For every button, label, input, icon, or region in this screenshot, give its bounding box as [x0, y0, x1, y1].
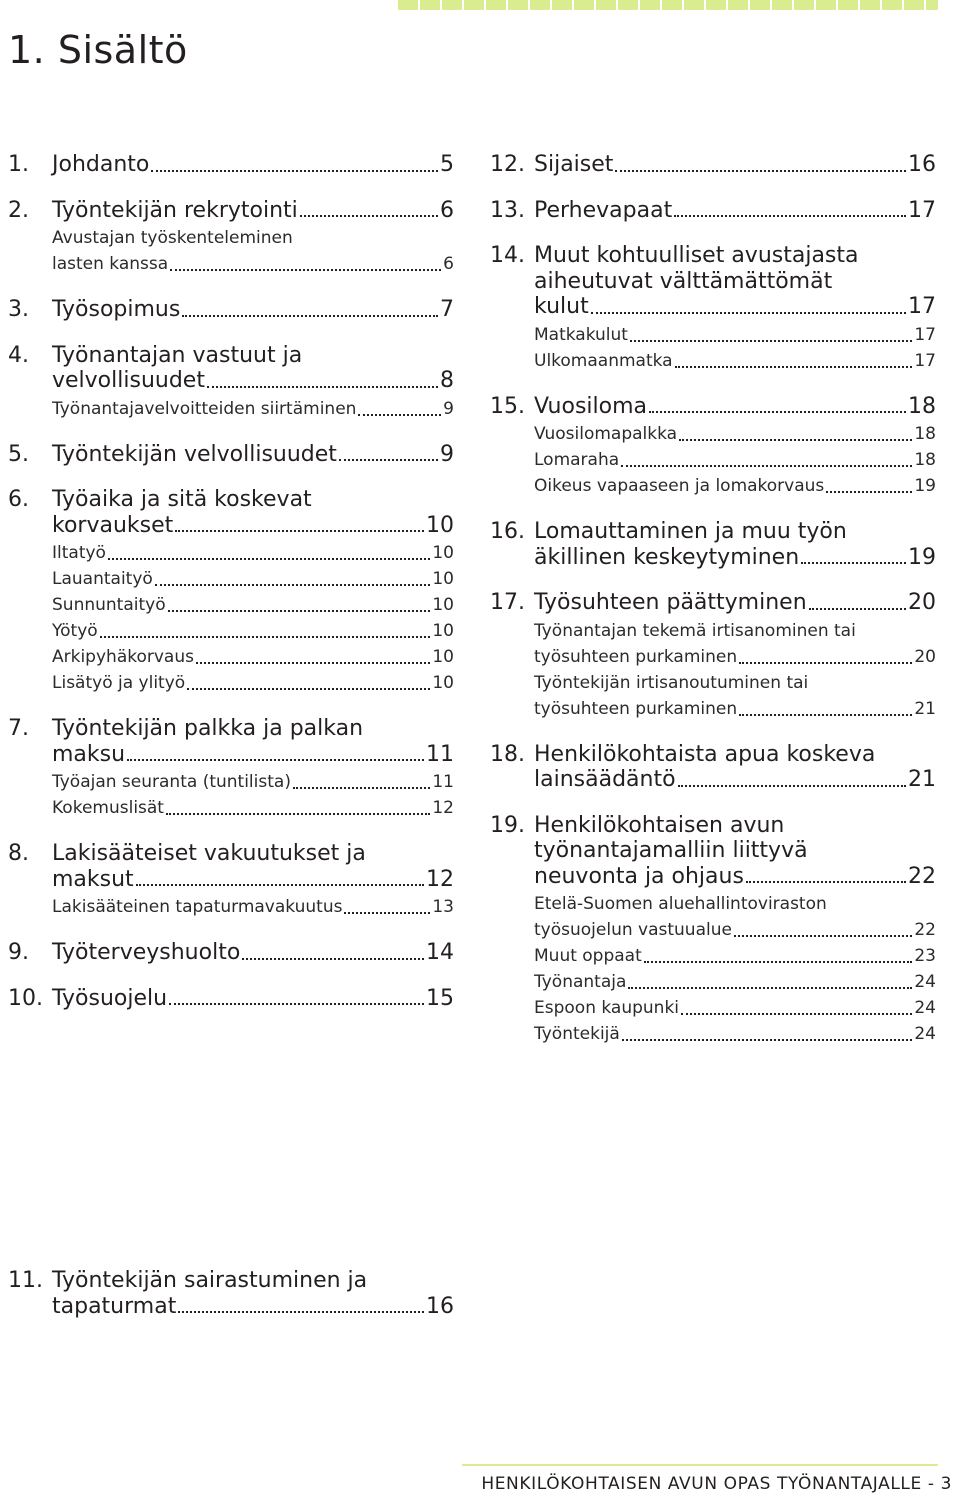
toc-entry-number: 16. — [490, 519, 525, 544]
toc-entry-line[interactable] — [8, 1268, 454, 1294]
toc-entry-line[interactable] — [490, 742, 936, 768]
toc-subentry-title: Työnantajan tekemä irtisanominen tai — [534, 620, 856, 641]
toc-subentry-page: 10 — [432, 647, 454, 667]
dot-leader — [187, 687, 430, 690]
dot-leader — [739, 713, 912, 716]
toc-subentry-title: työsuhteen purkaminen — [534, 646, 738, 667]
toc-subentry-page: 23 — [914, 946, 936, 966]
toc-right-column — [490, 152, 936, 1067]
toc-entry-title: Työterveyshuolto — [52, 940, 241, 965]
toc-entry-title: Työsopimus — [52, 297, 181, 322]
dot-leader — [127, 758, 424, 761]
toc-entry-page: 22 — [908, 863, 936, 889]
toc-subentry-title: Ulkomaanmatka — [534, 350, 673, 371]
dot-leader — [739, 661, 912, 664]
toc-subentry-line[interactable] — [8, 670, 454, 696]
toc-entry-line[interactable] — [8, 368, 454, 394]
toc-subentry-title: Espoon kaupunki — [534, 998, 680, 1018]
dot-leader — [681, 1012, 912, 1015]
toc-entry-line[interactable] — [8, 513, 454, 539]
toc-entry-title: Työaika ja sitä koskevat — [52, 487, 312, 512]
dot-leader — [674, 214, 906, 217]
toc-entry-title: Johdanto — [52, 152, 150, 177]
toc-subentry-line[interactable] — [490, 322, 936, 348]
toc-subentry-line[interactable] — [490, 995, 936, 1021]
toc-entry — [490, 198, 936, 224]
dot-leader — [678, 784, 906, 787]
toc-entry-page: 21 — [908, 767, 936, 792]
toc-subentry-title: Lisätyö ja ylityö — [52, 673, 186, 693]
toc-entry-title: äkillinen keskeytyminen — [534, 544, 800, 570]
toc-entry-number: 10. — [8, 985, 43, 1011]
toc-subentry-title: Sunnuntaityö — [52, 595, 166, 615]
toc-entry-number: 2. — [8, 197, 29, 223]
toc-subentry-page: 6 — [443, 254, 454, 274]
toc-left-column — [8, 152, 454, 1031]
toc-entry-title: velvollisuudet — [52, 368, 205, 393]
toc-entry-title: Työntekijän sairastuminen ja — [52, 1268, 368, 1293]
dot-leader — [344, 911, 430, 914]
toc-subentry-title: Työajan seuranta (tuntilista) — [52, 772, 291, 792]
toc-entry — [490, 519, 936, 570]
toc-subentry-page: 12 — [432, 798, 454, 818]
toc-subentry-title: lasten kanssa — [52, 254, 169, 274]
dot-leader — [151, 169, 438, 172]
toc-entry — [8, 1268, 454, 1319]
toc-entry-number: 7. — [8, 716, 29, 741]
dot-leader — [679, 438, 912, 441]
toc-entry-page: 12 — [426, 866, 454, 892]
toc-subentry-line[interactable] — [490, 421, 936, 447]
toc-entry-page: 11 — [426, 741, 454, 767]
dot-leader — [630, 339, 912, 342]
toc-entry-line[interactable] — [490, 243, 936, 269]
toc-entry-number: 15. — [490, 393, 525, 419]
toc-entry — [8, 442, 454, 468]
toc-entry — [8, 198, 454, 278]
toc-entry-title: Työsuhteen päättyminen — [534, 590, 807, 615]
toc-subentry-line[interactable] — [8, 894, 454, 920]
page-footer: HENKILÖKOHTAISEN AVUN OPAS TYÖNANTAJALLE - 3 — [481, 1474, 952, 1494]
dot-leader — [170, 268, 441, 271]
toc-subentry-title: Arkipyhäkorvaus — [52, 647, 194, 667]
dot-leader — [169, 1002, 424, 1005]
dot-leader — [615, 169, 906, 172]
toc-subentry-line[interactable] — [490, 943, 936, 969]
dot-leader — [155, 583, 431, 586]
toc-entry-page: 5 — [440, 152, 454, 177]
toc-entry-line[interactable] — [490, 813, 936, 839]
toc-entry-title: Työnantajan vastuut ja — [52, 342, 303, 368]
toc-subentry-line[interactable] — [490, 644, 936, 670]
toc-subentry-title: Työntekijän irtisanoutuminen tai — [534, 672, 809, 693]
toc-subentry-line[interactable] — [490, 670, 936, 696]
toc-subentry-title: Etelä-Suomen aluehallintoviraston — [534, 894, 827, 914]
toc-entry — [490, 742, 936, 793]
toc-subentry-page: 10 — [432, 595, 454, 615]
toc-entry-title: Vuosiloma — [534, 393, 648, 419]
toc-entry-page: 15 — [426, 985, 454, 1011]
toc-entry-line[interactable] — [8, 986, 454, 1012]
toc-subentry-title: työsuhteen purkaminen — [534, 698, 738, 719]
dot-leader — [293, 786, 430, 789]
toc-subentry-page: 10 — [432, 621, 454, 641]
toc-subentry-line[interactable] — [8, 396, 454, 422]
toc-entry-title: Henkilökohtaista apua koskeva — [534, 741, 876, 767]
toc-subentry-line[interactable] — [490, 1021, 936, 1047]
toc-subentry-title: Lomaraha — [534, 450, 620, 470]
dot-leader — [591, 311, 906, 314]
dot-leader — [826, 490, 912, 493]
toc-subentry-page: 21 — [914, 698, 936, 719]
toc-entry-page: 18 — [908, 393, 936, 419]
footer-rule — [462, 1464, 938, 1466]
toc-entry-line[interactable] — [490, 590, 936, 616]
toc-subentry-title: Oikeus vapaaseen ja lomakorvaus — [534, 476, 825, 496]
toc-entry-line[interactable] — [8, 152, 454, 178]
toc-subentry-title: Kokemuslisät — [52, 798, 164, 818]
toc-entry-page: 6 — [440, 197, 454, 223]
toc-entry-title: Sijaiset — [534, 152, 614, 177]
toc-entry-number: 14. — [490, 243, 525, 268]
toc-entry — [8, 343, 454, 422]
toc-entry-title: korvaukset — [52, 512, 174, 538]
dot-leader — [746, 880, 906, 883]
dot-leader — [207, 385, 438, 388]
toc-entry-title: maksu — [52, 741, 126, 767]
toc-entry-line[interactable] — [490, 767, 936, 793]
toc-entry-number: 12. — [490, 152, 525, 177]
toc-entry-title: maksut — [52, 866, 134, 892]
toc-entry-number: 3. — [8, 297, 29, 322]
toc-entry-line[interactable] — [8, 198, 454, 224]
toc-entry-title: Lakisääteiset vakuutukset ja — [52, 841, 366, 866]
toc-entry — [490, 243, 936, 374]
toc-subentry-title: Lauantaityö — [52, 569, 153, 589]
toc-entry-line[interactable] — [490, 198, 936, 224]
toc-entry-number: 11. — [8, 1268, 43, 1293]
toc-entry — [490, 813, 936, 1048]
toc-entry-number: 17. — [490, 590, 525, 615]
toc-subentry-page: 19 — [914, 476, 936, 496]
toc-subentry-line[interactable] — [8, 225, 454, 251]
toc-entry-page: 10 — [426, 512, 454, 538]
top-accent-bar — [398, 0, 938, 10]
toc-subentry-page: 24 — [914, 998, 936, 1018]
toc-subentry-line[interactable] — [490, 447, 936, 473]
toc-entry-page: 7 — [440, 297, 454, 322]
toc-subentry-page: 10 — [432, 673, 454, 693]
toc-entry-number: 18. — [490, 741, 525, 767]
toc-entry-page: 8 — [440, 368, 454, 393]
toc-subentry-title: Vuosilomapalkka — [534, 424, 678, 444]
toc-bottom-column — [8, 1268, 454, 1339]
toc-subentry-line[interactable] — [490, 696, 936, 722]
toc-subentry-title: Matkakulut — [534, 324, 628, 345]
toc-entry — [490, 590, 936, 722]
toc-entry-line[interactable] — [8, 841, 454, 867]
toc-entry-page: 17 — [908, 294, 936, 319]
toc-entry-number: 8. — [8, 841, 29, 866]
toc-entry — [8, 986, 454, 1012]
dot-leader — [242, 957, 424, 960]
toc-entry-line[interactable] — [490, 838, 936, 864]
toc-subentry-title: Yötyö — [52, 621, 98, 641]
page-title: 1. Sisältö — [8, 28, 188, 72]
toc-entry — [8, 487, 454, 696]
toc-entry-line[interactable] — [8, 742, 454, 768]
toc-entry-title: lainsäädäntö — [534, 767, 676, 792]
toc-entry-title: Työsuojelu — [52, 985, 168, 1011]
toc-subentry-title: Avustajan työskenteleminen — [52, 228, 293, 248]
dot-leader — [168, 609, 431, 612]
dot-leader — [166, 812, 430, 815]
toc-entry-title: kulut — [534, 294, 589, 319]
dot-leader — [339, 458, 438, 461]
toc-entry-number: 1. — [8, 152, 29, 177]
toc-subentry-title: Muut oppaat — [534, 946, 642, 966]
dot-leader — [649, 410, 906, 413]
toc-entry-line[interactable] — [490, 394, 936, 420]
toc-subentry-line[interactable] — [8, 540, 454, 566]
toc-entry-title: Henkilökohtaisen avun — [534, 812, 785, 838]
toc-subentry-line[interactable] — [490, 917, 936, 943]
dot-leader — [175, 529, 424, 532]
dot-leader — [801, 561, 906, 564]
toc-entry-line[interactable] — [490, 269, 936, 295]
toc-entry-line[interactable] — [8, 1294, 454, 1320]
dot-leader — [358, 413, 441, 416]
toc-entry-number: 6. — [8, 487, 29, 512]
toc-entry-number: 4. — [8, 342, 29, 368]
toc-entry-page: 14 — [426, 940, 454, 965]
toc-subentry-line[interactable] — [8, 795, 454, 821]
toc-entry-line[interactable] — [490, 152, 936, 178]
toc-entry — [8, 716, 454, 821]
dot-leader — [675, 365, 913, 368]
dot-leader — [809, 607, 906, 610]
toc-entry-line[interactable] — [490, 519, 936, 545]
toc-subentry-page: 9 — [443, 398, 454, 419]
toc-entry — [8, 297, 454, 323]
toc-subentry-title: Lakisääteinen tapaturmavakuutus — [52, 897, 343, 917]
dot-leader — [628, 986, 912, 989]
dot-leader — [108, 557, 430, 560]
toc-subentry-line[interactable] — [8, 769, 454, 795]
toc-subentry-line[interactable] — [490, 348, 936, 374]
toc-entry-title: tapaturmat — [52, 1293, 177, 1319]
toc-subentry-line[interactable] — [8, 566, 454, 592]
toc-entry — [490, 394, 936, 500]
dot-leader — [196, 661, 430, 664]
toc-entry-title: Työntekijän velvollisuudet — [52, 441, 337, 467]
toc-subentry-title: Iltatyö — [52, 543, 106, 563]
toc-subentry-page: 10 — [432, 569, 454, 589]
dot-leader — [100, 635, 431, 638]
toc-entry-number: 19. — [490, 812, 525, 838]
toc-subentry-page: 24 — [914, 972, 936, 992]
toc-entry-line[interactable] — [8, 867, 454, 893]
toc-entry-title: Muut kohtuulliset avustajasta — [534, 243, 859, 268]
toc-entry-number: 13. — [490, 197, 525, 223]
dot-leader — [136, 883, 424, 886]
dot-leader — [300, 214, 438, 217]
dot-leader — [734, 934, 912, 937]
toc-entry-number: 9. — [8, 940, 29, 965]
toc-entry-number: 5. — [8, 441, 29, 467]
toc-subentry-line[interactable] — [490, 473, 936, 499]
toc-entry-page: 20 — [908, 590, 936, 615]
toc-entry-title: Lomauttaminen ja muu työn — [534, 519, 847, 544]
toc-subentry-line[interactable] — [490, 618, 936, 644]
toc-subentry-page: 22 — [914, 920, 936, 940]
toc-subentry-page: 18 — [914, 450, 936, 470]
dot-leader — [644, 960, 913, 963]
toc-entry-line[interactable] — [8, 442, 454, 468]
toc-entry-title: neuvonta ja ohjaus — [534, 863, 744, 889]
toc-subentry-line[interactable] — [490, 891, 936, 917]
toc-entry — [8, 940, 454, 966]
toc-entry-title: Työntekijän rekrytointi — [52, 197, 298, 223]
dot-leader — [621, 464, 912, 467]
toc-subentry-line[interactable] — [8, 251, 454, 277]
toc-subentry-line[interactable] — [8, 644, 454, 670]
toc-entry-line[interactable] — [490, 864, 936, 890]
toc-entry-title: Työntekijän palkka ja palkan — [52, 716, 364, 741]
toc-entry-page: 19 — [908, 544, 936, 570]
toc-subentry-page: 17 — [914, 350, 936, 371]
toc-subentry-title: Työnantajavelvoitteiden siirtäminen — [52, 398, 357, 419]
toc-subentry-page: 24 — [914, 1024, 936, 1044]
toc-entry-page: 16 — [908, 152, 936, 177]
toc-entry-line[interactable] — [8, 487, 454, 513]
toc-subentry-page: 13 — [432, 897, 454, 917]
toc-entry-page: 16 — [426, 1293, 454, 1319]
dot-leader — [178, 1310, 424, 1313]
toc-entry-line[interactable] — [490, 545, 936, 571]
toc-entry-title: Perhevapaat — [534, 197, 673, 223]
toc-subentry-page: 20 — [914, 646, 936, 667]
toc-entry — [8, 841, 454, 920]
toc-entry-title: työnantajamalliin liittyvä — [534, 838, 808, 863]
toc-subentry-page: 10 — [432, 543, 454, 563]
toc-entry-line[interactable] — [490, 294, 936, 320]
toc-subentry-line[interactable] — [490, 969, 936, 995]
toc-entry — [490, 152, 936, 178]
toc-subentry-page: 11 — [432, 772, 454, 792]
toc-subentry-page: 18 — [914, 424, 936, 444]
toc-entry-page: 9 — [440, 441, 454, 467]
toc-subentry-line[interactable] — [8, 592, 454, 618]
dot-leader — [622, 1038, 913, 1041]
toc-entry — [8, 152, 454, 178]
toc-entry-line[interactable] — [8, 343, 454, 369]
dot-leader — [182, 314, 438, 317]
toc-entry-line[interactable] — [8, 940, 454, 966]
toc-subentry-title: työsuojelun vastuualue — [534, 920, 732, 940]
toc-subentry-title: Työnantaja — [534, 972, 627, 992]
toc-entry-page: 17 — [908, 197, 936, 223]
toc-subentry-page: 17 — [914, 324, 936, 345]
toc-subentry-title: Työntekijä — [534, 1024, 620, 1044]
toc-subentry-line[interactable] — [8, 618, 454, 644]
toc-entry-line[interactable] — [8, 716, 454, 742]
toc-entry-title: aiheutuvat välttämättömät — [534, 268, 833, 294]
toc-entry-line[interactable] — [8, 297, 454, 323]
